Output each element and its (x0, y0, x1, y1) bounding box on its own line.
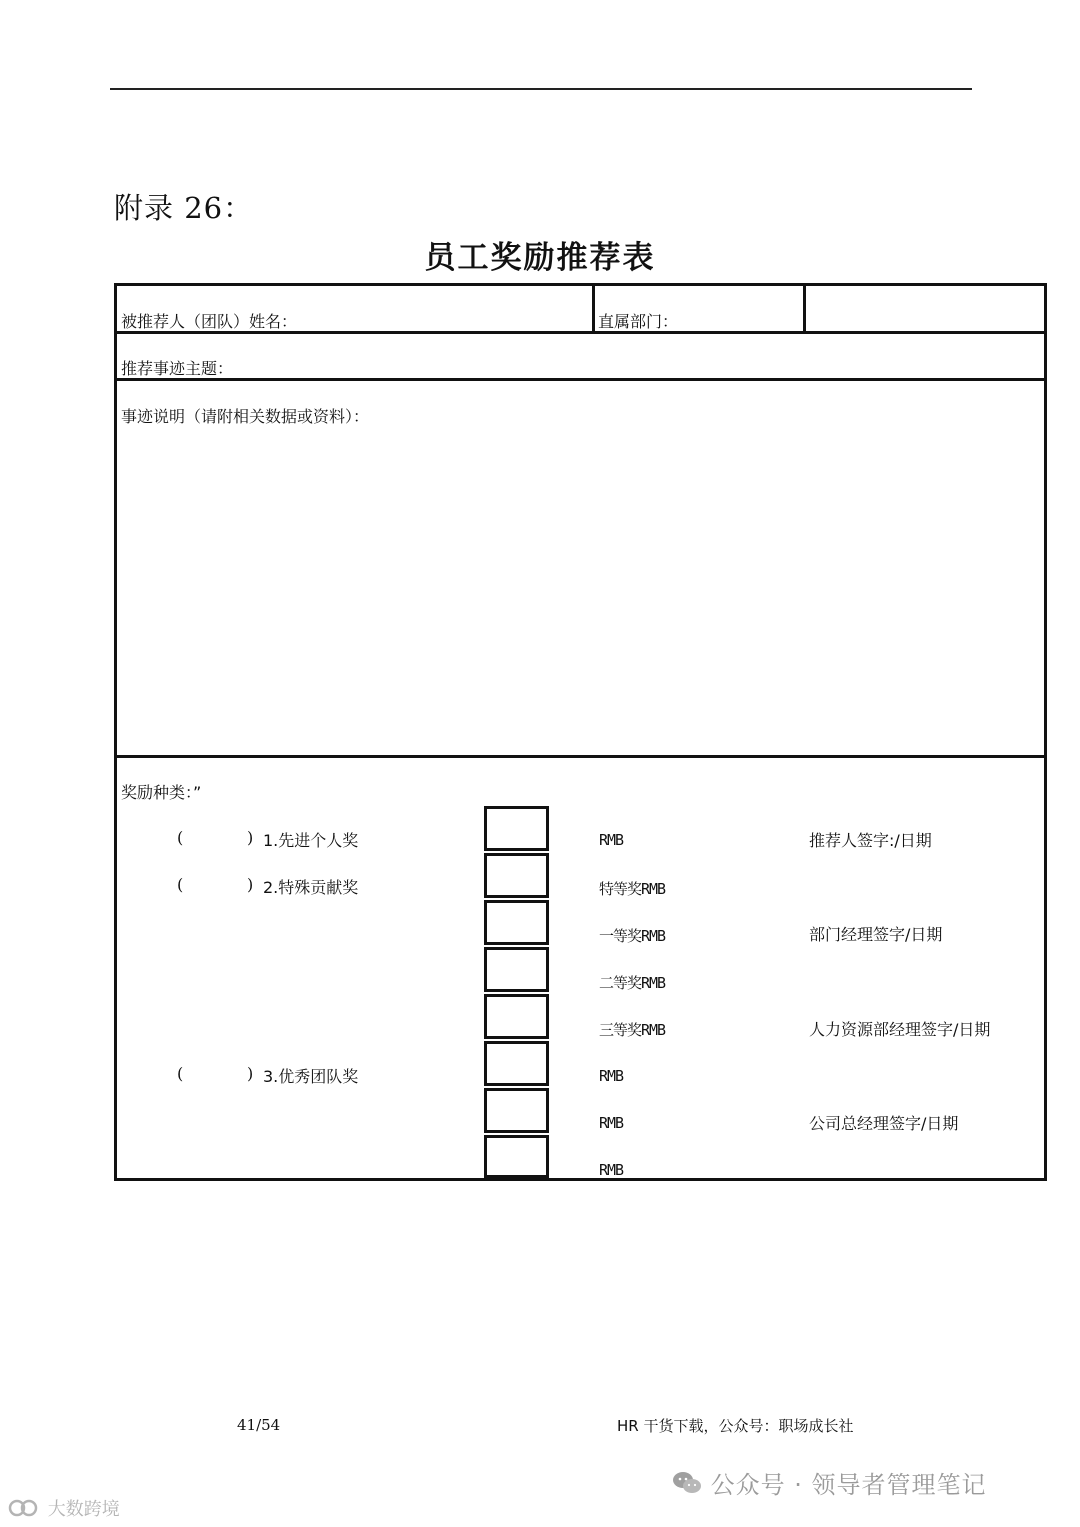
award-type-label: 奖励种类：” (121, 783, 202, 802)
award-checkbox[interactable] (484, 1135, 549, 1178)
watermark-right-text: 公众号 · 领导者管理笔记 (710, 1471, 987, 1499)
watermark-left (8, 1495, 120, 1523)
dept-manager-signature-label: 部门经理签字/日期 (809, 925, 943, 944)
col-divider (592, 286, 595, 332)
award-checkbox[interactable] (484, 947, 549, 992)
watermark-left-text: 大数跨境 (47, 1499, 120, 1520)
award-checkbox[interactable] (484, 1088, 549, 1133)
recommender-signature-label: 推荐人签字:/日期 (809, 831, 932, 850)
award-amount: 特等奖RMB (599, 880, 666, 898)
subject-label: 推荐事迹主题： (121, 359, 234, 378)
award-amount: 一等奖RMB (599, 927, 666, 945)
close-paren: ) (247, 1064, 254, 1083)
department-label: 直属部门： (598, 312, 679, 331)
hr-manager-signature-label: 人力资源部经理签字/日期 (809, 1020, 991, 1039)
award-checkbox[interactable] (484, 853, 549, 898)
award-amount: RMB (599, 1067, 624, 1085)
award-amount: 二等奖RMB (599, 974, 666, 992)
row-divider (117, 378, 1044, 381)
open-paren: ( (177, 1064, 184, 1083)
award-option-label: 1.先进个人奖 (263, 831, 359, 850)
award-checkbox[interactable] (484, 1041, 549, 1086)
open-paren: ( (177, 875, 184, 894)
award-amount: 三等奖RMB (599, 1021, 666, 1039)
header-rule (110, 88, 972, 90)
close-paren: ) (247, 875, 254, 894)
open-paren: ( (177, 828, 184, 847)
footer-note: HR 干货下载，公众号：职场成长社 (617, 1417, 854, 1435)
subject-value-field[interactable] (247, 334, 1044, 378)
nominee-name-label: 被推荐人（团队）姓名： (121, 312, 298, 331)
description-field[interactable] (121, 431, 1041, 751)
recommendation-form (114, 283, 1047, 1181)
award-amount: RMB (599, 831, 624, 849)
award-option-label: 2.特殊贡献奖 (263, 878, 359, 897)
award-checkbox[interactable] (484, 994, 549, 1039)
wechat-icon (672, 1470, 702, 1502)
link-icon (8, 1498, 42, 1523)
watermark-wechat (672, 1465, 987, 1502)
award-checkbox[interactable] (484, 900, 549, 945)
award-checkbox[interactable] (484, 806, 549, 851)
close-paren: ) (247, 828, 254, 847)
award-amount: RMB (599, 1161, 624, 1179)
page-number: 41/54 (237, 1416, 281, 1434)
description-label: 事迹说明（请附相关数据或资料）： (121, 407, 370, 426)
gm-signature-label: 公司总经理签字/日期 (809, 1114, 959, 1133)
award-option-label: 3.优秀团队奖 (263, 1067, 359, 1086)
award-amount: RMB (599, 1114, 624, 1132)
row-divider (117, 755, 1044, 758)
form-title: 员工奖励推荐表 (424, 240, 656, 276)
appendix-label: 附录 26： (114, 191, 254, 225)
department-value-field[interactable] (806, 286, 1044, 331)
